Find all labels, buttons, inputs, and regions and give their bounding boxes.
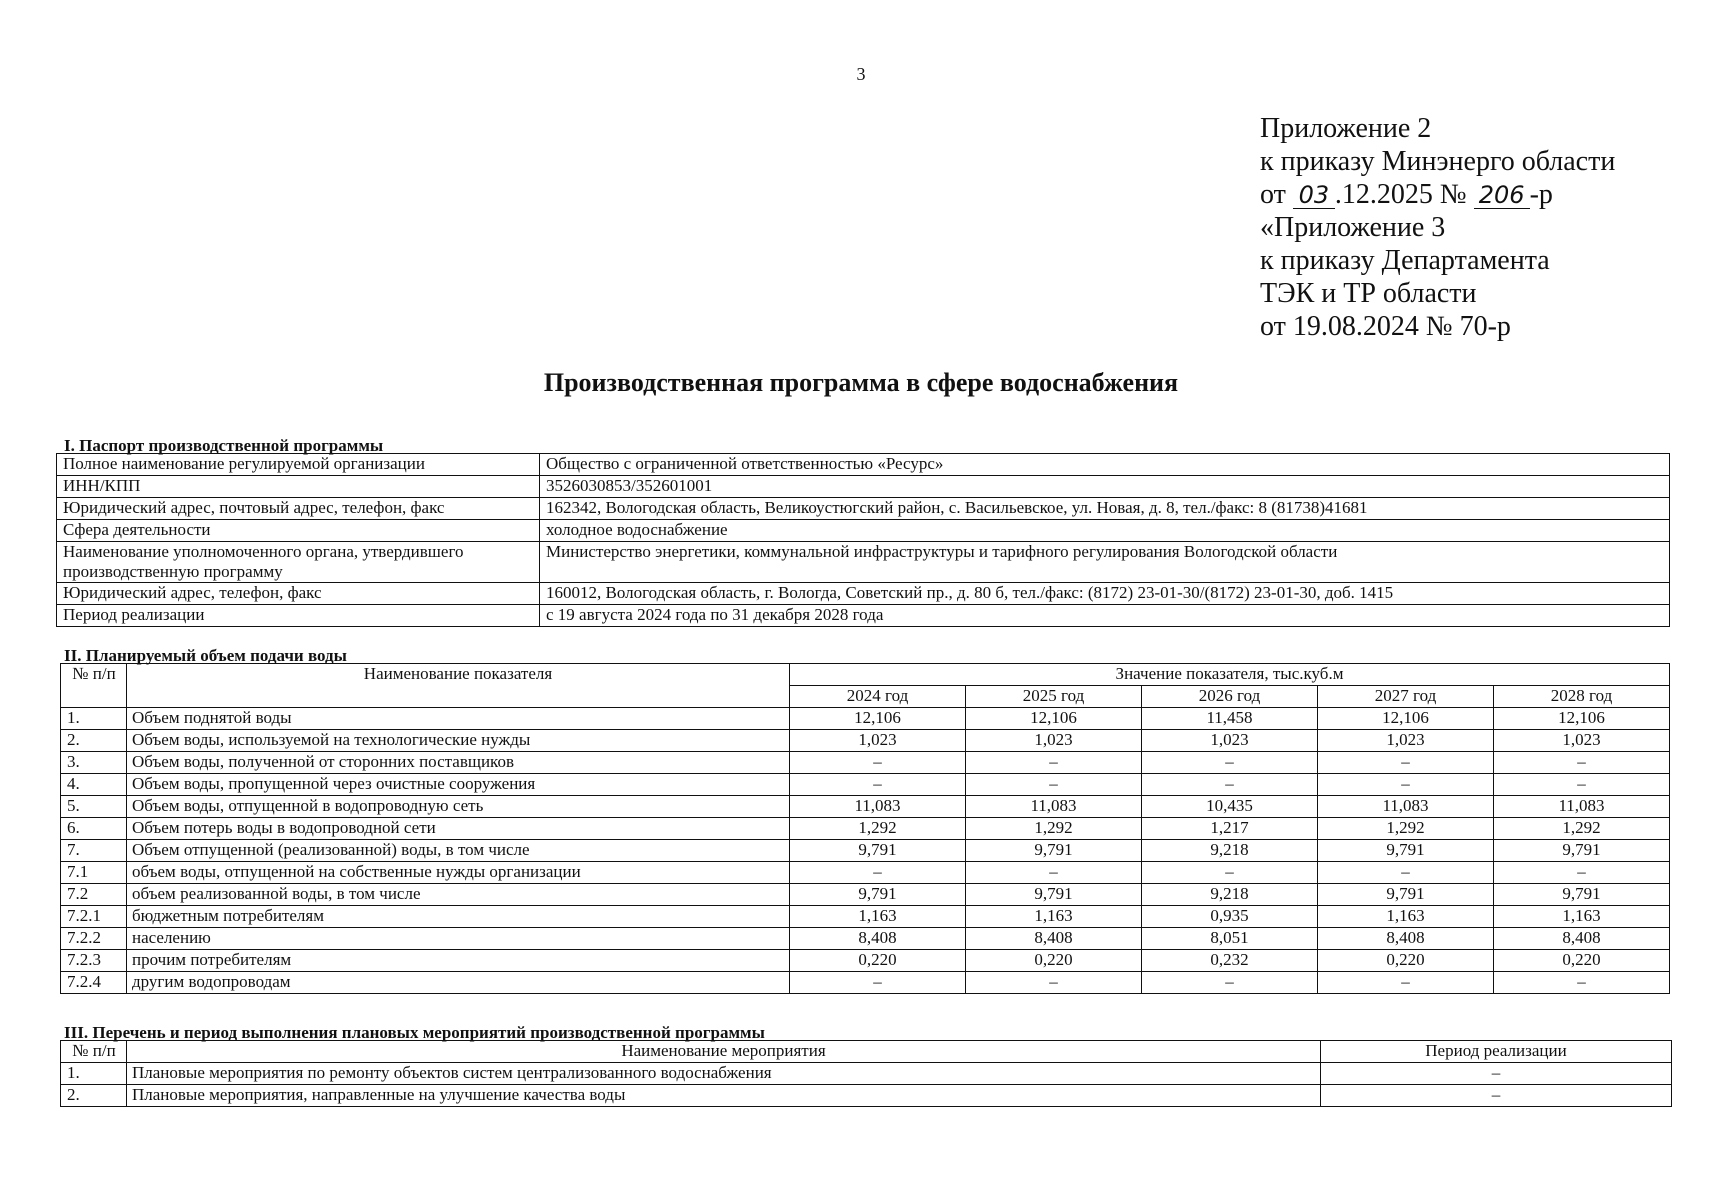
annex-line: Приложение 2 bbox=[1260, 113, 1432, 144]
indicator-value: 9,791 bbox=[966, 840, 1142, 862]
indicator-value: – bbox=[1142, 862, 1318, 884]
annex-line: к приказу Департамента bbox=[1260, 245, 1550, 276]
passport-value: 160012, Вологодская область, г. Вологда, Советский пр., д. 80 б, тел./факс: (8172) 23-01-30/(8172) 23-01-30, доб. 1415 bbox=[540, 583, 1670, 605]
indicator-value: 1,163 bbox=[790, 906, 966, 928]
annex-date-line bbox=[1260, 178, 1615, 211]
indicator-value: – bbox=[1142, 972, 1318, 994]
indicator-value: 1,163 bbox=[1494, 906, 1670, 928]
indicator-name: объем воды, отпущенной на собственные нужды организации bbox=[127, 862, 790, 884]
indicator-value: – bbox=[966, 862, 1142, 884]
table-row bbox=[61, 1063, 1672, 1085]
indicator-name: объем реализованной воды, в том числе bbox=[127, 884, 790, 906]
table-row bbox=[61, 1085, 1672, 1107]
row-number: 7.1 bbox=[61, 862, 127, 884]
indicator-value: 1,023 bbox=[1142, 730, 1318, 752]
row-number: 2. bbox=[61, 730, 127, 752]
row-number: 1. bbox=[61, 708, 127, 730]
row-number: 7.2 bbox=[61, 884, 127, 906]
annex-date-suffix: -р bbox=[1529, 179, 1553, 210]
row-number: 5. bbox=[61, 796, 127, 818]
indicator-value: 1,023 bbox=[1494, 730, 1670, 752]
indicator-value: 1,292 bbox=[1494, 818, 1670, 840]
indicator-value: – bbox=[1494, 862, 1670, 884]
indicator-value: 9,791 bbox=[1494, 884, 1670, 906]
table-header-row bbox=[61, 664, 1670, 686]
indicator-value: 1,023 bbox=[790, 730, 966, 752]
document-title: Производственная программа в сфере водоснабжения bbox=[543, 368, 1179, 397]
passport-value: холодное водоснабжение bbox=[540, 520, 1670, 542]
passport-label: Юридический адрес, почтовый адрес, телефон, факс bbox=[57, 498, 540, 520]
section2-heading: II. Планируемый объем подачи воды bbox=[64, 646, 347, 665]
annex-line: ТЭК и ТР области bbox=[1260, 278, 1477, 309]
passport-value: Общество с ограниченной ответственностью «Ресурс» bbox=[540, 454, 1670, 476]
column-header-number: № п/п bbox=[61, 664, 127, 708]
table-row bbox=[61, 708, 1670, 730]
indicator-name: Объем поднятой воды bbox=[127, 708, 790, 730]
indicator-value: 12,106 bbox=[1494, 708, 1670, 730]
water-volume-table bbox=[60, 663, 1670, 994]
indicator-value: 0,232 bbox=[1142, 950, 1318, 972]
indicator-value: 0,220 bbox=[1494, 950, 1670, 972]
measure-period: – bbox=[1321, 1063, 1672, 1085]
column-header-measure: Наименование мероприятия bbox=[127, 1041, 1321, 1063]
indicator-name: населению bbox=[127, 928, 790, 950]
column-header-period: Период реализации bbox=[1321, 1041, 1672, 1063]
indicator-value: 10,435 bbox=[1142, 796, 1318, 818]
table-row bbox=[57, 542, 1670, 583]
passport-label: Период реализации bbox=[57, 605, 540, 627]
indicator-value: 0,220 bbox=[966, 950, 1142, 972]
table-row bbox=[61, 796, 1670, 818]
indicator-value: – bbox=[1494, 972, 1670, 994]
indicator-value: – bbox=[966, 752, 1142, 774]
indicator-value: 1,023 bbox=[1318, 730, 1494, 752]
indicator-value: 11,458 bbox=[1142, 708, 1318, 730]
table-row bbox=[61, 840, 1670, 862]
indicator-value: 1,217 bbox=[1142, 818, 1318, 840]
indicator-value: 1,163 bbox=[1318, 906, 1494, 928]
measure-name: Плановые мероприятия по ремонту объектов систем централизованного водоснабжения bbox=[127, 1063, 1321, 1085]
table-row bbox=[57, 454, 1670, 476]
indicator-name: Объем воды, используемой на технологические нужды bbox=[127, 730, 790, 752]
indicator-value: – bbox=[1318, 774, 1494, 796]
measure-period: – bbox=[1321, 1085, 1672, 1107]
indicator-value: – bbox=[966, 774, 1142, 796]
row-number: 7. bbox=[61, 840, 127, 862]
indicator-value: 0,935 bbox=[1142, 906, 1318, 928]
section1-heading: I. Паспорт производственной программы bbox=[64, 436, 384, 455]
indicator-value: – bbox=[1318, 972, 1494, 994]
indicator-value: – bbox=[1494, 774, 1670, 796]
indicator-value: 12,106 bbox=[1318, 708, 1494, 730]
table-row bbox=[61, 862, 1670, 884]
indicator-value: 1,292 bbox=[790, 818, 966, 840]
year-header: 2028 год bbox=[1494, 686, 1670, 708]
year-header: 2026 год bbox=[1142, 686, 1318, 708]
table-row bbox=[61, 928, 1670, 950]
row-number: 7.2.2 bbox=[61, 928, 127, 950]
indicator-name: Объем воды, пропущенной через очистные сооружения bbox=[127, 774, 790, 796]
indicator-value: 1,292 bbox=[1318, 818, 1494, 840]
table-row bbox=[61, 884, 1670, 906]
row-number: 6. bbox=[61, 818, 127, 840]
annex-date-prefix: от bbox=[1260, 179, 1286, 210]
row-number: 3. bbox=[61, 752, 127, 774]
indicator-name: Объем отпущенной (реализованной) воды, в том числе bbox=[127, 840, 790, 862]
annex-date-middle: .12.2025 № bbox=[1334, 179, 1467, 210]
passport-label: Полное наименование регулируемой организации bbox=[57, 454, 540, 476]
indicator-value: 1,023 bbox=[966, 730, 1142, 752]
passport-label: Сфера деятельности bbox=[57, 520, 540, 542]
indicator-name: Объем воды, полученной от сторонних поставщиков bbox=[127, 752, 790, 774]
annex-header bbox=[1260, 112, 1615, 343]
indicator-value: 11,083 bbox=[790, 796, 966, 818]
row-number: 7.2.3 bbox=[61, 950, 127, 972]
indicator-value: 9,218 bbox=[1142, 884, 1318, 906]
passport-value: Министерство энергетики, коммунальной инфраструктуры и тарифного регулирования Вологодской области bbox=[540, 542, 1670, 583]
indicator-value: 8,408 bbox=[966, 928, 1142, 950]
planned-measures-table bbox=[60, 1040, 1672, 1107]
table-row bbox=[57, 583, 1670, 605]
passport-value: 162342, Вологодская область, Великоустюгский район, с. Васильевское, ул. Новая, д. 8, тел./факс: 8 (81738)41681 bbox=[540, 498, 1670, 520]
indicator-value: 1,292 bbox=[966, 818, 1142, 840]
indicator-value: 0,220 bbox=[790, 950, 966, 972]
indicator-name: бюджетным потребителям bbox=[127, 906, 790, 928]
row-number: 4. bbox=[61, 774, 127, 796]
table-row bbox=[61, 950, 1670, 972]
indicator-value: 9,218 bbox=[1142, 840, 1318, 862]
passport-table bbox=[56, 453, 1670, 627]
row-number: 7.2.1 bbox=[61, 906, 127, 928]
column-header-number: № п/п bbox=[61, 1041, 127, 1063]
indicator-value: – bbox=[790, 972, 966, 994]
table-row bbox=[61, 906, 1670, 928]
indicator-value: – bbox=[790, 862, 966, 884]
indicator-value: 9,791 bbox=[1318, 840, 1494, 862]
table-row bbox=[57, 498, 1670, 520]
row-number: 2. bbox=[61, 1085, 127, 1107]
indicator-value: 9,791 bbox=[966, 884, 1142, 906]
table-row bbox=[57, 605, 1670, 627]
indicator-value: 1,163 bbox=[966, 906, 1142, 928]
indicator-value: 8,408 bbox=[1494, 928, 1670, 950]
column-header-values: Значение показателя, тыс.куб.м bbox=[790, 664, 1670, 686]
table-row bbox=[61, 818, 1670, 840]
indicator-value: – bbox=[1318, 752, 1494, 774]
indicator-value: 9,791 bbox=[1318, 884, 1494, 906]
table-row bbox=[57, 476, 1670, 498]
table-row bbox=[61, 972, 1670, 994]
table-row bbox=[61, 774, 1670, 796]
indicator-value: 9,791 bbox=[1494, 840, 1670, 862]
indicator-value: 9,791 bbox=[790, 884, 966, 906]
indicator-value: – bbox=[790, 774, 966, 796]
annex-line: к приказу Минэнерго области bbox=[1260, 146, 1616, 177]
indicator-value: 11,083 bbox=[966, 796, 1142, 818]
indicator-value: 11,083 bbox=[1494, 796, 1670, 818]
indicator-value: – bbox=[1494, 752, 1670, 774]
row-number: 1. bbox=[61, 1063, 127, 1085]
measure-name: Плановые мероприятия, направленные на улучшение качества воды bbox=[127, 1085, 1321, 1107]
indicator-name: Объем потерь воды в водопроводной сети bbox=[127, 818, 790, 840]
passport-label: Наименование уполномоченного органа, утвердившего производственную программу bbox=[57, 542, 540, 583]
passport-label: ИНН/КПП bbox=[57, 476, 540, 498]
passport-label: Юридический адрес, телефон, факс bbox=[57, 583, 540, 605]
passport-value: 3526030853/352601001 bbox=[540, 476, 1670, 498]
indicator-value: 8,408 bbox=[1318, 928, 1494, 950]
indicator-value: 11,083 bbox=[1318, 796, 1494, 818]
indicator-value: – bbox=[966, 972, 1142, 994]
indicator-value: 8,408 bbox=[790, 928, 966, 950]
indicator-name: прочим потребителям bbox=[127, 950, 790, 972]
section3-heading: III. Перечень и период выполнения плановых мероприятий производственной программы bbox=[64, 1023, 765, 1042]
year-header: 2024 год bbox=[790, 686, 966, 708]
indicator-value: 12,106 bbox=[790, 708, 966, 730]
indicator-value: – bbox=[1142, 774, 1318, 796]
year-header: 2025 год bbox=[966, 686, 1142, 708]
table-row bbox=[61, 752, 1670, 774]
indicator-name: Объем воды, отпущенной в водопроводную сеть bbox=[127, 796, 790, 818]
indicator-value: 0,220 bbox=[1318, 950, 1494, 972]
table-row bbox=[57, 520, 1670, 542]
annex-line: «Приложение 3 bbox=[1260, 212, 1446, 243]
indicator-value: 9,791 bbox=[790, 840, 966, 862]
indicator-value: 12,106 bbox=[966, 708, 1142, 730]
row-number: 7.2.4 bbox=[61, 972, 127, 994]
page-number: 3 bbox=[856, 64, 866, 84]
indicator-value: – bbox=[1142, 752, 1318, 774]
handwritten-order-number: 206 bbox=[1474, 182, 1530, 209]
indicator-value: – bbox=[1318, 862, 1494, 884]
indicator-name: другим водопроводам bbox=[127, 972, 790, 994]
year-header: 2027 год bbox=[1318, 686, 1494, 708]
table-header-row bbox=[61, 1041, 1672, 1063]
handwritten-day: 03 bbox=[1293, 182, 1335, 209]
annex-line: от 19.08.2024 № 70-р bbox=[1260, 311, 1511, 342]
indicator-value: – bbox=[790, 752, 966, 774]
column-header-name: Наименование показателя bbox=[127, 664, 790, 708]
table-row bbox=[61, 730, 1670, 752]
passport-value: с 19 августа 2024 года по 31 декабря 2028 года bbox=[540, 605, 1670, 627]
indicator-value: 8,051 bbox=[1142, 928, 1318, 950]
